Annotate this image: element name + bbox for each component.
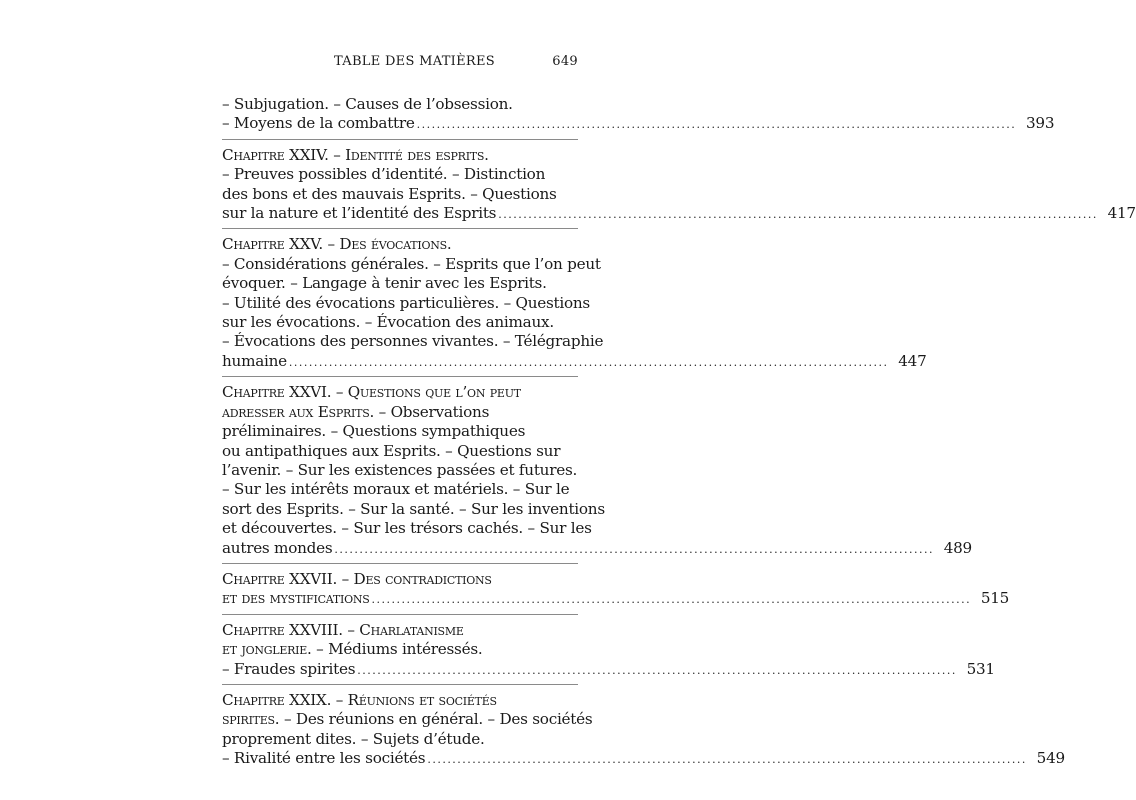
chapter-heading-continued	[222, 403, 578, 422]
entry-line: – Fraudes spirites	[222, 659, 356, 678]
dot-leader: ........................................................................................................................	[498, 208, 1098, 222]
toc-entry	[222, 94, 1055, 140]
toc-entry	[222, 145, 1136, 230]
entry-line: – Considérations générales. – Esprits que l’on peut	[222, 254, 601, 273]
entry-line: préliminaires. – Questions sympathiques	[222, 422, 526, 441]
page-reference: 417	[1107, 204, 1136, 223]
chapter-heading-part: spirites.	[222, 710, 280, 729]
dot-leader: ........................................................................................................................	[416, 118, 1017, 132]
toc-entry	[222, 569, 1010, 615]
entry-line: – Subjugation. – Causes de l’obsession.	[222, 95, 513, 113]
entry-line: – Évocations des personnes vivantes. – Télégraphie	[222, 332, 604, 351]
entry-line: et des mystifications	[222, 589, 370, 608]
entry-line: et découvertes. – Sur les trésors cachés. – Sur les	[222, 519, 592, 538]
toc-entry	[222, 234, 927, 377]
table-of-contents	[222, 94, 1136, 779]
chapter-heading-part: et jonglerie.	[222, 640, 312, 659]
entry-line: évoquer. – Langage à tenir avec les Esprits.	[222, 274, 547, 293]
entry-last-line	[222, 204, 1136, 224]
chapter-heading: Chapitre XXIX. – Réunions et sociétés	[222, 690, 497, 709]
chapter-heading-continued	[222, 710, 593, 729]
entry-line: – Moyens de la combattre	[222, 114, 415, 133]
page-reference: 393	[1026, 114, 1055, 133]
toc-entry	[222, 690, 1065, 774]
entry-line: sur la nature et l’identité des Esprits	[222, 204, 497, 223]
dot-leader: ........................................................................................................................	[334, 542, 934, 556]
entry-last-line	[222, 659, 995, 680]
chapter-heading-part: adresser aux Esprits.	[222, 402, 375, 421]
chapter-heading: Chapitre XXIV. – Identité des esprits.	[222, 145, 489, 164]
entry-line: – Sur les intérêts moraux et matériels. – Sur le	[222, 480, 570, 499]
chapter-heading-continued	[222, 640, 578, 659]
entry-line: sur les évocations. – Évocation des animaux.	[222, 313, 554, 332]
running-title: TABLE DES MATIÈRES	[334, 54, 495, 69]
entry-line: autres mondes	[222, 538, 333, 557]
page-number: 649	[552, 54, 578, 69]
entry-line: l’avenir. – Sur les existences passées et futures.	[222, 460, 578, 479]
entry-line: – Preuves possibles d’identité. – Distinction	[222, 165, 546, 184]
toc-entry	[222, 620, 995, 685]
entry-line: proprement dites. – Sujets d’étude.	[222, 729, 485, 748]
entry-line: humaine	[222, 351, 287, 370]
page-reference: 515	[980, 589, 1010, 608]
entry-last-line	[222, 114, 1055, 134]
entry-line: – Rivalité entre les sociétés	[222, 749, 426, 768]
chapter-heading: Chapitre XXV. – Des évocations.	[222, 235, 452, 254]
entry-last-line	[222, 538, 972, 559]
entry-line: sort des Esprits. – Sur la santé. – Sur les inventions	[222, 499, 605, 518]
dot-leader: ........................................................................................................................	[357, 663, 957, 677]
page-reference: 549	[1036, 749, 1065, 768]
entry-last-line	[222, 749, 1065, 769]
chapter-heading: Chapitre XXVII. – Des contradictions	[222, 569, 492, 588]
page-reference: 489	[943, 538, 972, 557]
entry-line: des bons et des mauvais Esprits. – Questions	[222, 184, 557, 203]
dot-leader: ........................................................................................................................	[288, 355, 889, 369]
page-reference: 531	[966, 659, 995, 678]
toc-entry	[222, 382, 972, 564]
page-reference: 447	[898, 351, 927, 370]
chapter-heading: Chapitre XXVI. – Questions que l’on peut	[222, 383, 521, 402]
entry-text: – Observations	[374, 402, 490, 421]
chapter-heading: Chapitre XXVIII. – Charlatanisme	[222, 620, 464, 639]
dot-leader: ........................................................................................................................	[371, 593, 972, 607]
entry-line: ou antipathiques aux Esprits. – Questions sur	[222, 441, 561, 460]
entry-text: – Des réunions en général. – Des sociétés	[279, 710, 593, 729]
entry-text: – Médiums intéressés.	[311, 640, 483, 659]
entry-last-line	[222, 351, 927, 372]
entry-last-line	[222, 589, 1010, 609]
dot-leader: ........................................................................................................................	[427, 753, 1027, 767]
entry-line: – Utilité des évocations particulières. – Questions	[222, 293, 590, 312]
